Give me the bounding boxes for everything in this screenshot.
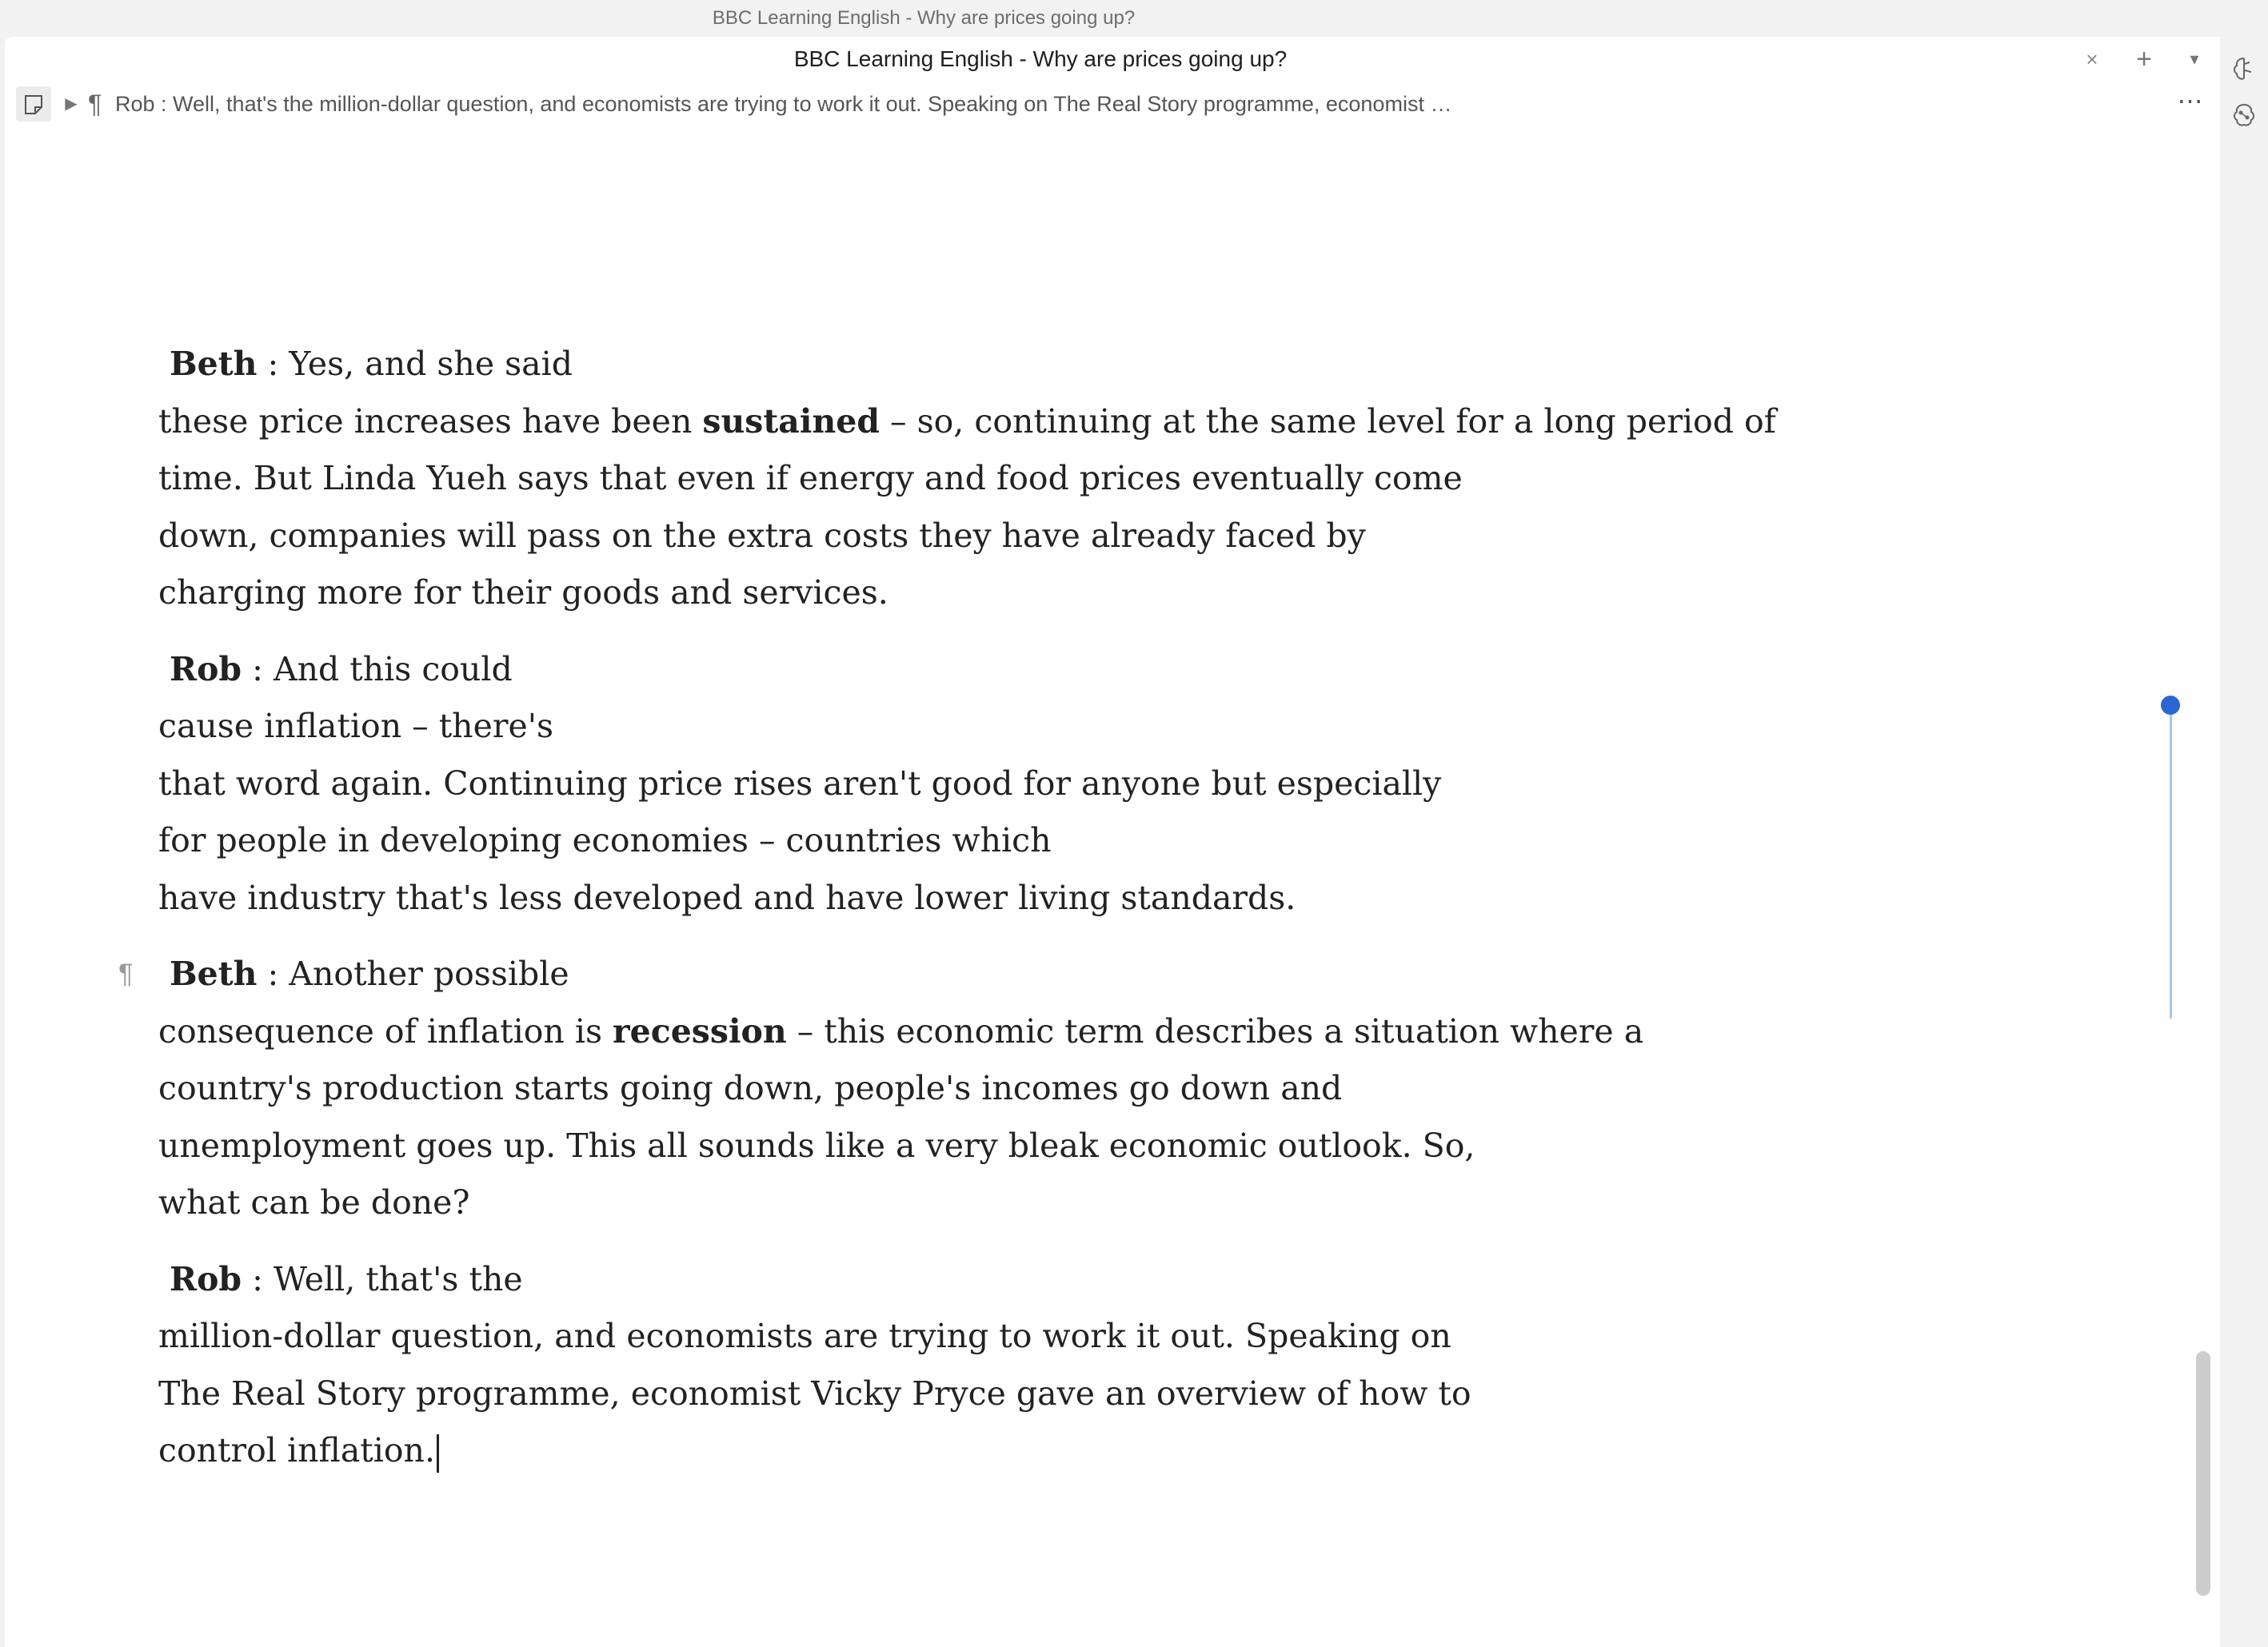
vocab-term: recession [613,1011,787,1051]
new-tab-icon[interactable]: + [2136,44,2152,74]
text-line: unemployment goes up. This all sounds like a very bleak economic outlook. So, [158,1126,1475,1165]
vertical-scrollbar[interactable] [2196,1351,2210,1596]
text-span: control inflation. [158,1431,435,1470]
text-span: : Well, that's the [242,1259,523,1298]
text-span: consequence of inflation is [158,1011,613,1051]
speaker-name: Beth [170,955,258,993]
text-line: what can be done? [158,1183,470,1222]
outline-position-marker[interactable] [2161,696,2180,715]
text-caret [437,1434,439,1473]
text-span: these price increases have been [158,401,703,441]
text-span: : And this could [242,649,513,688]
more-options-icon[interactable]: ⋯ [2177,86,2204,115]
expand-arrow-icon[interactable]: ▶ [65,95,78,113]
text-line [158,641,1998,699]
graph-brain-icon[interactable] [2230,101,2258,130]
text-span: – so, continuing at the same level for a long period of [880,401,1776,441]
text-line [158,1251,1998,1309]
text-line: time. But Linda Yueh says that even if energy and food prices eventually come [158,459,1463,497]
tab-title[interactable]: BBC Learning English - Why are prices going up? [793,46,1288,71]
text-line [158,336,1998,393]
right-sidebar [2220,37,2268,1647]
text-line [118,946,1998,1003]
text-line [158,1003,1998,1061]
close-tab-icon[interactable]: × [2086,47,2098,71]
text-line: million-dollar question, and economists are trying to work it out. Speaking on [158,1317,1451,1355]
text-span: : Another possible [257,955,569,993]
speaker-name: Rob [170,649,242,688]
window-title: BBC Learning English - Why are prices going up? [712,7,1136,29]
tab-menu-chevron-down-icon[interactable]: ▾ [2190,49,2199,69]
text-line: that word again. Continuing price rises aren't good for anyone but especially [158,764,1442,803]
speaker-name: Beth [170,345,258,383]
text-line [158,1422,1998,1480]
text-line: The Real Story programme, economist Vicky Pryce gave an overview of how to [158,1374,1471,1413]
text-line: have industry that's less developed and have lower living standards. [158,878,1296,917]
paragraph[interactable] [158,1251,1998,1480]
breadcrumb-text[interactable]: Rob : Well, that's the million-dollar question, and economists are trying to work it out. Speaking on The Real Story programme, economist … [115,92,1452,116]
pilcrow-icon: ¶ [88,90,102,118]
document-body[interactable] [118,336,1998,1499]
paragraph-marker-icon[interactable]: ¶ [118,959,134,989]
tab-bar [5,37,2220,82]
text-span: : Yes, and she said [257,345,573,383]
note-icon[interactable] [16,86,51,122]
paragraph[interactable] [158,336,1998,622]
paragraph[interactable] [158,641,1998,927]
speaker-name: Rob [170,1259,242,1298]
text-line [158,393,1998,451]
text-line: cause inflation – there's [158,707,554,745]
text-span: – this economic term describes a situation where a [786,1011,1644,1051]
vocab-term: sustained [702,401,880,441]
breadcrumb [5,82,2220,126]
brain-icon[interactable] [2230,54,2258,83]
outline-minimap-track[interactable] [2170,707,2172,1019]
paragraph[interactable] [118,946,1998,1232]
text-line: down, companies will pass on the extra costs they have already faced by [158,516,1366,555]
text-line: country's production starts going down, people's incomes go down and [158,1069,1343,1107]
text-line: for people in developing economies – countries which [158,821,1052,859]
text-line: charging more for their goods and services. [158,573,888,612]
